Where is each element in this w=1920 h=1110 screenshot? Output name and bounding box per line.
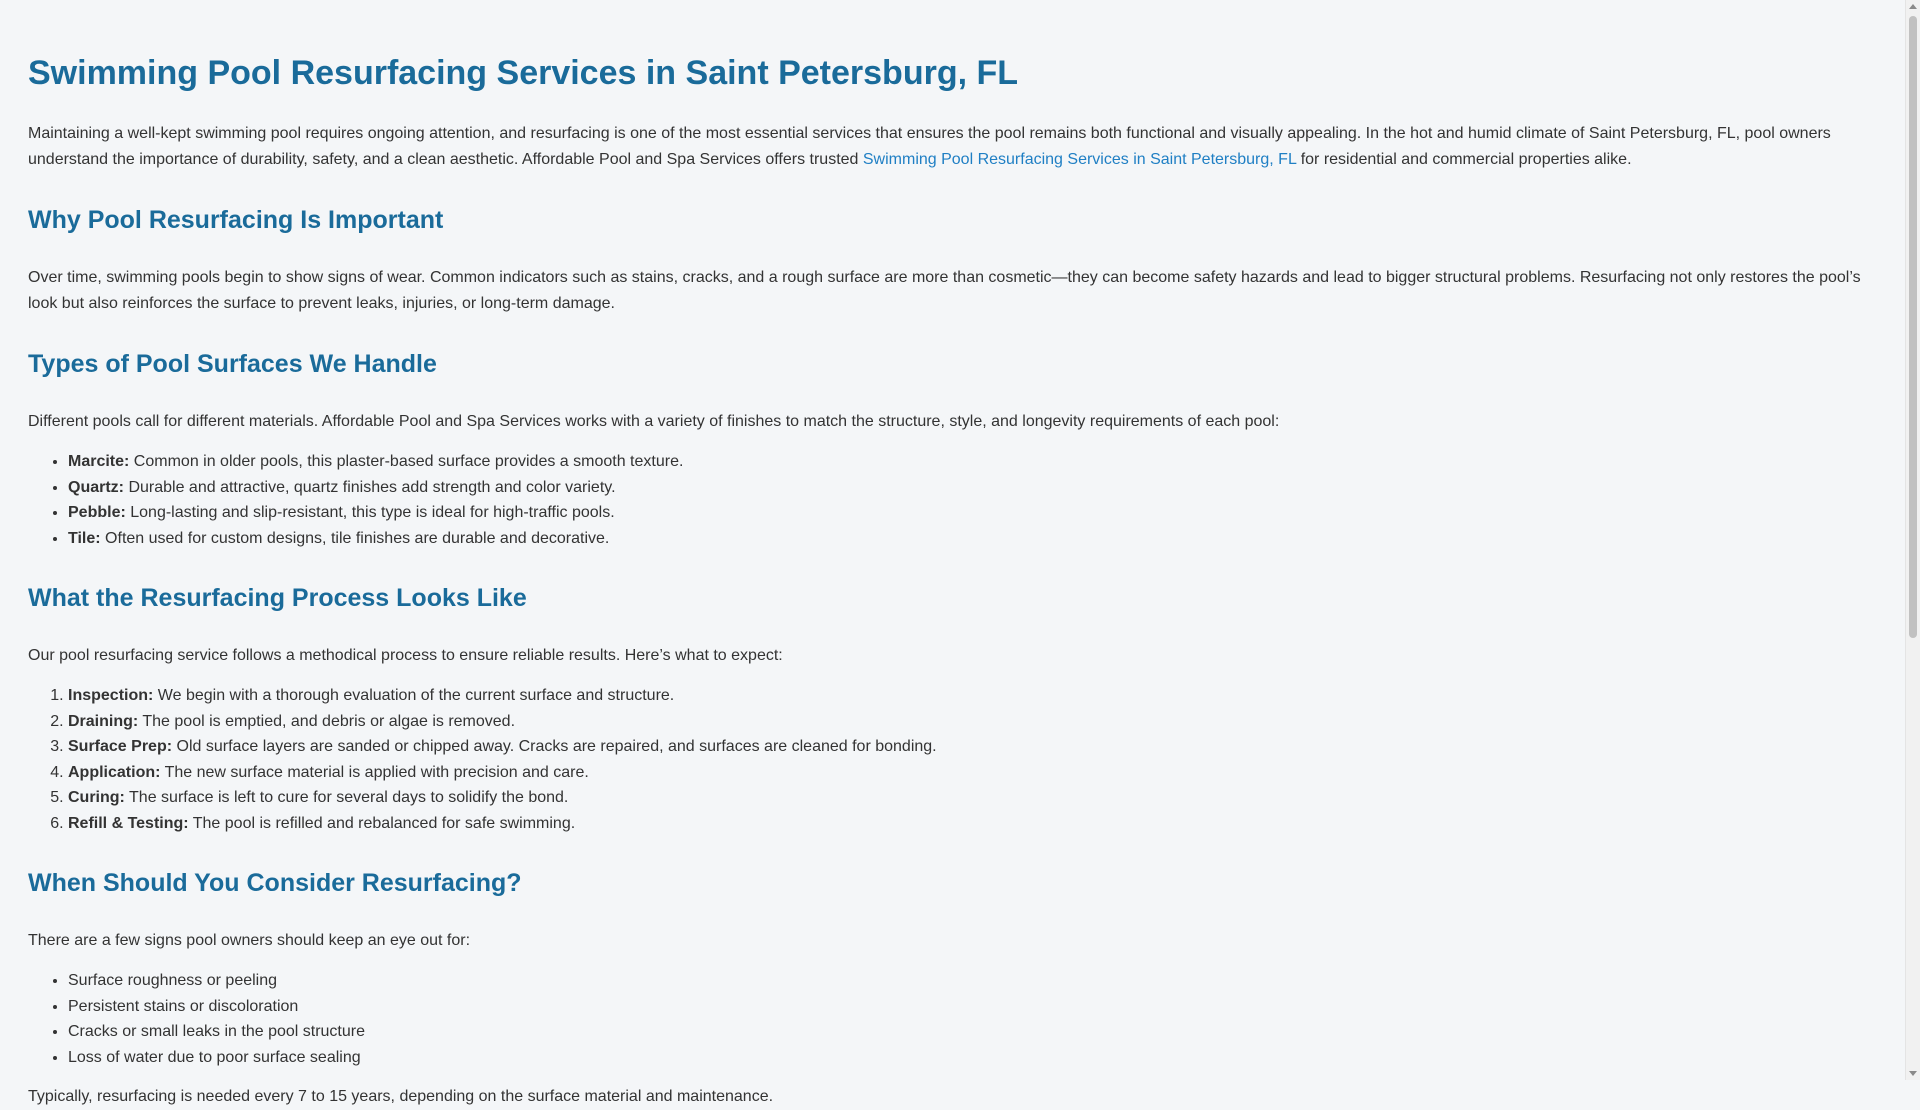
- list-item-text: The pool is emptied, and debris or algae is removed.: [138, 712, 516, 730]
- process-paragraph: Our pool resurfacing service follows a methodical process to ensure reliable results. Here’s what to expect:: [28, 647, 783, 664]
- list-item: [68, 709, 1877, 735]
- when-heading: When Should You Consider Resurfacing?: [28, 869, 522, 897]
- list-item-text: Often used for custom designs, tile finishes are durable and decorative.: [100, 529, 610, 547]
- page-title: Swimming Pool Resurfacing Services in Saint Petersburg, FL: [28, 54, 1019, 92]
- warning-signs-list: [28, 968, 1877, 1070]
- list-item: [68, 683, 1877, 709]
- why-heading: Why Pool Resurfacing Is Important: [28, 206, 444, 234]
- list-item-text: Long-lasting and slip-resistant, this type is ideal for high-traffic pools.: [125, 504, 615, 521]
- list-item: [68, 760, 1877, 786]
- intro-paragraph: [28, 121, 1877, 173]
- list-item-text: Old surface layers are sanded or chipped away. Cracks are repaired, and surfaces are cleaned for bonding.: [172, 738, 937, 755]
- scrollbar-thumb[interactable]: [1909, 16, 1917, 638]
- list-item: • Cracks or small leaks in the pool structure: [68, 1019, 1877, 1045]
- process-steps-list: [28, 683, 1877, 836]
- list-item-text: We begin with a thorough evaluation of the current surface and structure.: [153, 687, 675, 704]
- list-item: [68, 785, 1877, 811]
- list-item-text: Durable and attractive, quartz finishes add strength and color variety.: [124, 478, 616, 496]
- list-item-term: Refill & Testing:: [68, 814, 189, 832]
- list-item-term: Tile:: [68, 529, 101, 547]
- scroll-down-arrow-icon[interactable]: [1909, 1071, 1917, 1076]
- list-item: • Loss of water due to poor surface sealing: [68, 1045, 1877, 1071]
- list-item-text: The pool is refilled and rebalanced for safe swimming.: [188, 814, 576, 832]
- why-paragraph: Over time, swimming pools begin to show signs of wear. Common indicators such as stains, cracks, and a rough surface are more than cosmetic—they can become safety hazards and lead to bigger structural problems. Resurfacing not only restores the pool’s look but also reinforces the surface to prevent leaks, injuries, or long-term damage.: [28, 269, 1861, 312]
- list-item: • Surface roughness or peeling: [68, 968, 1877, 994]
- intro-text-end: for residential and commercial properties alike.: [1296, 151, 1632, 168]
- closing-paragraph: Typically, resurfacing is needed every 7 to 15 years, depending on the surface material and maintenance.: [28, 1088, 774, 1105]
- surface-types-list: [28, 449, 1877, 551]
- scroll-up-arrow-icon[interactable]: [1909, 4, 1917, 9]
- process-heading: What the Resurfacing Process Looks Like: [28, 584, 527, 612]
- types-heading: Types of Pool Surfaces We Handle: [28, 350, 437, 378]
- resurfacing-services-link[interactable]: Swimming Pool Resurfacing Services in Saint Petersburg, FL: [862, 151, 1297, 168]
- list-item-term: Surface Prep:: [68, 738, 173, 755]
- list-item: [68, 500, 1877, 526]
- list-item-text: The surface is left to cure for several days to solidify the bond.: [124, 789, 569, 806]
- list-item: [68, 449, 1877, 475]
- list-item-term: Draining:: [68, 712, 139, 730]
- vertical-scrollbar[interactable]: [1905, 0, 1920, 1080]
- list-item: • Persistent stains or discoloration: [68, 994, 1877, 1020]
- list-item-term: Application:: [68, 763, 161, 781]
- types-paragraph: Different pools call for different materials. Affordable Pool and Spa Services works with a variety of finishes to match the structure, style, and longevity requirements of each pool:: [28, 413, 1280, 430]
- list-item-term: Marcite:: [68, 453, 130, 470]
- list-item-term: Pebble:: [68, 504, 126, 521]
- list-item: [68, 475, 1877, 501]
- list-item: [68, 811, 1877, 837]
- list-item-text: The new surface material is applied with precision and care.: [160, 763, 589, 781]
- list-item-text: Common in older pools, this plaster-based surface provides a smooth texture.: [129, 453, 684, 470]
- when-paragraph: There are a few signs pool owners should keep an eye out for:: [28, 932, 471, 949]
- list-item: [68, 526, 1877, 552]
- list-item-term: Quartz:: [68, 478, 124, 496]
- intro-text-start: Maintaining a well-kept swimming pool requires ongoing attention, and resurfacing is one of the most essential services that ensures the pool remains both functional and visually appealing. In the hot and humid climate of Saint Petersburg, FL, pool owners understand the importance of durability, safety, and a clean aesthetic. Affordable Pool and Spa Services offers trusted: [28, 125, 1831, 168]
- list-item: [68, 734, 1877, 760]
- list-item-term: Inspection:: [68, 687, 154, 704]
- list-item-term: Curing:: [68, 789, 125, 806]
